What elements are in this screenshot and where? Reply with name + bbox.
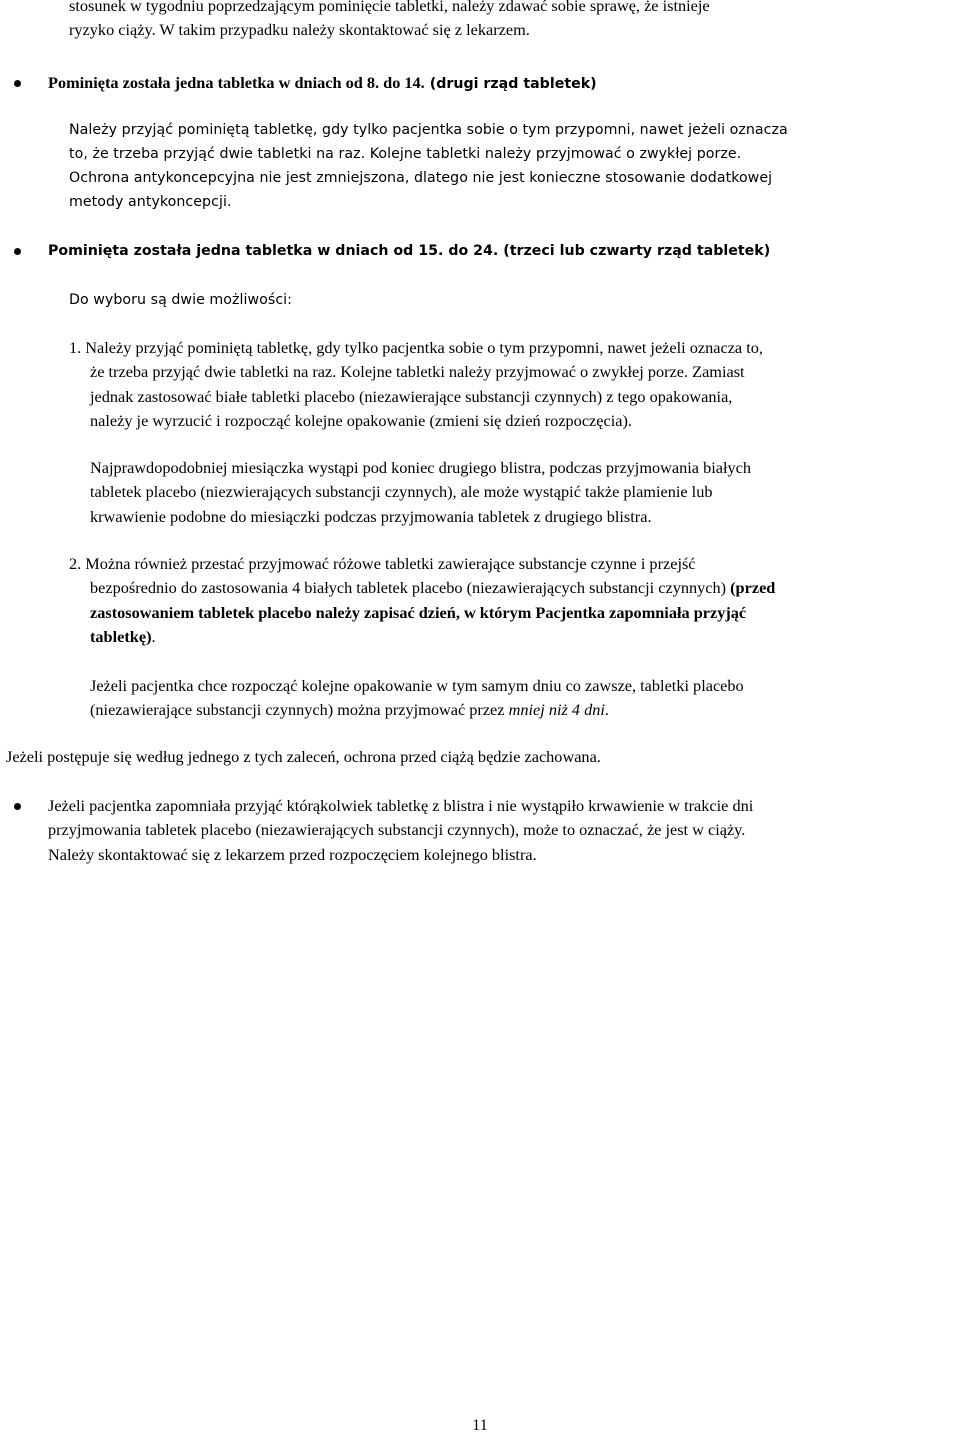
option-1-note [90, 456, 751, 529]
heading-week2-paren: (drugi rząd tabletek) [424, 76, 597, 92]
week2-line: metody antykoncepcji. [69, 194, 232, 210]
intro-paragraph [69, 0, 710, 43]
option-2-note [90, 674, 744, 723]
option-2-line-1: 2. Można również przestać przyjmować różowe tabletki zawierające substancje czynne i przejść [69, 554, 696, 573]
option-1-note-line: tabletek placebo (niezwierających substancji czynnych), ale może wystąpić także plamienie lub [90, 482, 713, 502]
bullet-icon [14, 248, 21, 255]
choices-label: Do wyboru są dwie możliwości: [69, 292, 292, 308]
option-2-line-4-bold: tabletkę) [90, 627, 152, 647]
option-1-note-line: Najprawdopodobniej miesiączka wystąpi pod koniec drugiego blistra, podczas przyjmowania białych [90, 458, 752, 477]
option-2-note-italic: mniej niż 4 dni [508, 700, 605, 720]
option-2-note-line-2 [90, 698, 744, 722]
option-2-line-3 [69, 601, 775, 625]
week2-line: Należy przyjąć pominiętą tabletkę, gdy tylko pacjentka sobie o tym przypomni, nawet jeżeli oznacza [69, 122, 788, 138]
option-2-note-normal: (niezawierające substancji czynnych) można przyjmować przez [90, 700, 509, 720]
page-number: 11 [472, 1417, 488, 1434]
option-2-line-3-bold: zastosowaniem tabletek placebo należy zapisać dzień, w którym Pacjentka zapomniała przyjąć [90, 602, 747, 622]
option-1-note-line: krwawienie podobne do miesiączki podczas przyjmowania tabletek z drugiego blistra. [90, 506, 652, 526]
option-1-line: 1. Należy przyjąć pominiętą tabletkę, gdy tylko pacjentka sobie o tym przypomni, nawet jeżeli oznacza to, [69, 338, 763, 357]
week2-line-2: to, że trzeba przyjąć dwie tabletki na raz. Kolejne tabletki należy przyjmować o zwykłej porze. [69, 146, 742, 162]
final-bullet-line: Jeżeli pacjentka zapomniała przyjąć którąkolwiek tabletkę z blistra i nie wystąpiło krwawienie w trakcie dni [48, 796, 754, 815]
option-2-line-2-bold: (przed [730, 578, 776, 598]
week2-line: Ochrona antykoncepcyjna nie jest zmniejszona, dlatego nie jest konieczne stosowanie dodatkowej [69, 170, 773, 186]
intro-line-1: stosunek w tygodniu poprzedzającym pominięcie tabletki, należy zdawać sobie sprawę, że istnieje [69, 0, 710, 15]
option-2-line-4 [69, 625, 775, 649]
bullet-icon [14, 80, 21, 87]
conclusion-text: Jeżeli postępuje się według jednego z tych zaleceń, ochrona przed ciążą będzie zachowana. [6, 747, 601, 766]
final-bullet-line: Należy skontaktować się z lekarzem przed rozpoczęciem kolejnego blistra. [48, 844, 537, 864]
section-week2-paragraph [69, 118, 788, 214]
final-bullet-paragraph [48, 794, 753, 867]
heading-week2-main: Pominięta została jedna tabletka w dniach od 8. do 14. [48, 73, 425, 92]
option-1-line: że trzeba przyjąć dwie tabletki na raz. Kolejne tabletki należy przyjmować o zwykłej porze. Zamiast [90, 362, 745, 382]
section-heading-week3: Pominięta została jedna tabletka w dniach od 15. do 24. (trzeci lub czwarty rząd tabletek) [48, 243, 771, 259]
option-2-line-2-normal: bezpośrednio do zastosowania 4 białych tabletek placebo (niezawierających substancji czynnych) [90, 578, 731, 598]
final-bullet-line: przyjmowania tabletek placebo (niezawierających substancji czynnych), może to oznaczać, że jest w ciąży. [48, 820, 746, 840]
option-2-paragraph [69, 552, 775, 650]
section-heading-week2 [48, 71, 597, 96]
bullet-icon [14, 803, 21, 810]
option-2-line-4-end: . [151, 627, 156, 647]
option-1-paragraph [69, 336, 763, 434]
intro-line-2: ryzyko ciąży. W takim przypadku należy skontaktować się z lekarzem. [69, 20, 530, 40]
option-2-line-2 [69, 576, 775, 600]
option-2-note-end: . [604, 700, 609, 720]
option-2-note-line-1: Jeżeli pacjentka chce rozpocząć kolejne opakowanie w tym samym dniu co zawsze, tabletki placebo [90, 676, 744, 695]
week2-line [69, 142, 788, 166]
option-1-line: należy je wyrzucić i rozpocząć kolejne opakowanie (zmieni się dzień rozpoczęcia). [90, 411, 632, 431]
option-1-line: jednak zastosować białe tabletki placebo (niezawierające substancji czynnych) z tego opakowania, [90, 386, 733, 406]
